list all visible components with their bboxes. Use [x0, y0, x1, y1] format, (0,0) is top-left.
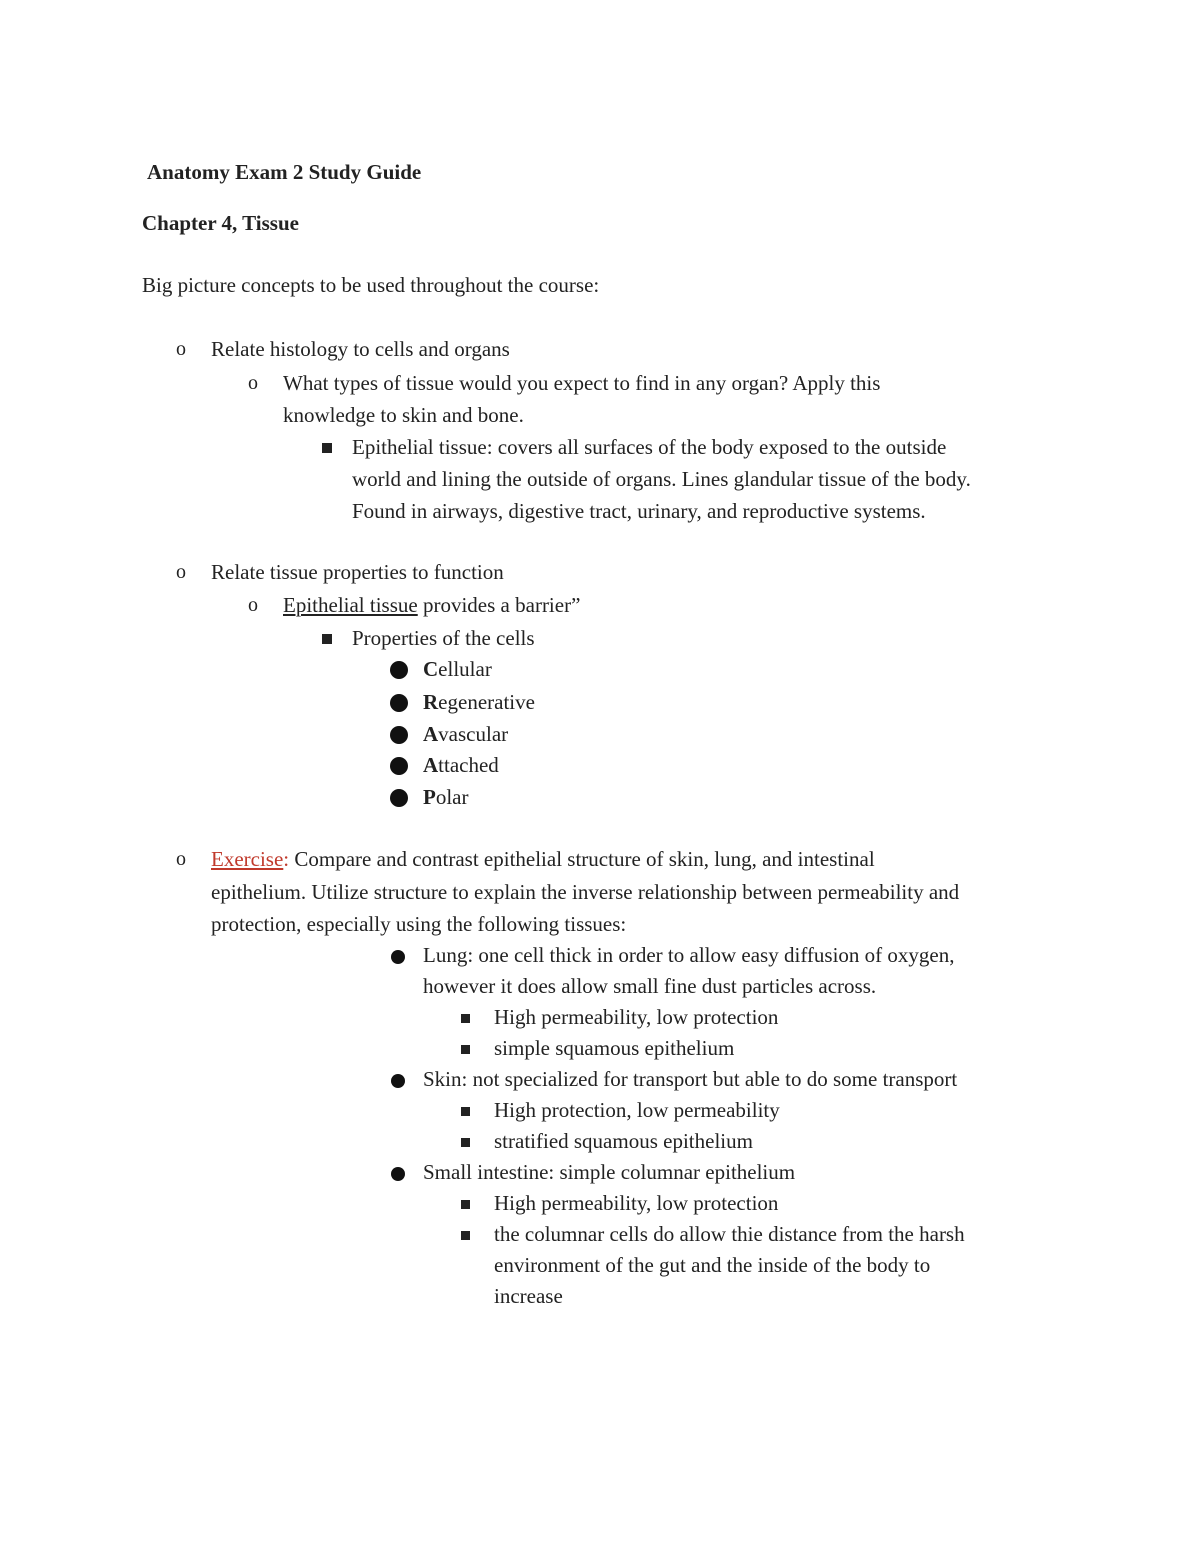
disc-bullet — [390, 726, 408, 744]
disc-bullet — [390, 789, 408, 807]
disc-bullet — [390, 694, 408, 712]
intestine-sub-2-line-3: increase — [494, 1284, 563, 1308]
disc-bullet — [390, 757, 408, 775]
property-attached: Attached — [423, 753, 499, 777]
chapter-heading: Chapter 4, Tissue — [142, 211, 299, 235]
intestine-sub-2-line-1: the columnar cells do allow thie distance from the harsh — [494, 1222, 965, 1246]
epithelial-tissue-underlined: Epithelial tissue — [283, 593, 418, 617]
property-avascular: Avascular — [423, 722, 509, 746]
circle-bullet: o — [176, 848, 186, 870]
skin-sub-1: High protection, low permeability — [494, 1098, 780, 1122]
disc-bullet — [391, 950, 405, 964]
square-bullet — [461, 1231, 470, 1240]
exercise-label: Exercise — [211, 847, 284, 871]
lung-sub-2: simple squamous epithelium — [494, 1036, 735, 1060]
barrier-rest: provides a barrier” — [417, 593, 581, 617]
square-bullet — [461, 1138, 470, 1147]
circle-bullet: o — [176, 561, 186, 583]
square-bullet — [461, 1107, 470, 1116]
square-bullet — [322, 634, 332, 644]
disc-bullet — [390, 661, 408, 679]
properties-heading: Properties of the cells — [352, 626, 535, 650]
disc-bullet — [391, 1074, 405, 1088]
intestine-sub-2-line-2: environment of the gut and the inside of the body to — [494, 1253, 931, 1277]
exercise-line-1: Exercise: Compare and contrast epithelial structure of skin, lung, and intestinal — [211, 847, 875, 871]
disc-bullet — [391, 1167, 405, 1181]
square-bullet — [461, 1014, 470, 1023]
intro-text: Big picture concepts to be used throughout the course: — [142, 273, 600, 297]
lung-line-1: Lung: one cell thick in order to allow easy diffusion of oxygen, — [423, 943, 955, 967]
square-bullet — [322, 443, 332, 453]
document-title: Anatomy Exam 2 Study Guide — [147, 160, 422, 184]
question-line-2: knowledge to skin and bone. — [283, 403, 524, 427]
epithelial-line-2: world and lining the outside of organs. Lines glandular tissue of the body. — [352, 467, 971, 491]
circle-bullet: o — [248, 594, 258, 616]
exercise-line-2: epithelium. Utilize structure to explain the inverse relationship between permeability and — [211, 880, 960, 904]
property-cellular: Cellular — [423, 657, 492, 681]
exercise-line-3: protection, especially using the following tissues: — [211, 912, 627, 936]
circle-bullet: o — [248, 372, 258, 394]
property-polar: Polar — [423, 785, 469, 809]
intestine-line-1: Small intestine: simple columnar epithelium — [423, 1160, 796, 1184]
epithelial-line-3: Found in airways, digestive tract, urinary, and reproductive systems. — [352, 499, 926, 523]
square-bullet — [461, 1045, 470, 1054]
lung-line-2: however it does allow small fine dust particles across. — [423, 974, 877, 998]
question-line-1: What types of tissue would you expect to find in any organ? Apply this — [283, 371, 881, 395]
skin-line-1: Skin: not specialized for transport but able to do some transport — [423, 1067, 958, 1091]
square-bullet — [461, 1200, 470, 1209]
property-regenerative: Regenerative — [423, 690, 535, 714]
lung-sub-1: High permeability, low protection — [494, 1005, 779, 1029]
section2-heading: Relate tissue properties to function — [211, 560, 504, 584]
epithelial-line-1: Epithelial tissue: covers all surfaces of the body exposed to the outside — [352, 435, 947, 459]
intestine-sub-1: High permeability, low protection — [494, 1191, 779, 1215]
barrier-line — [283, 590, 580, 621]
section1-heading: Relate histology to cells and organs — [211, 337, 510, 361]
skin-sub-2: stratified squamous epithelium — [494, 1129, 753, 1153]
circle-bullet: o — [176, 338, 186, 360]
